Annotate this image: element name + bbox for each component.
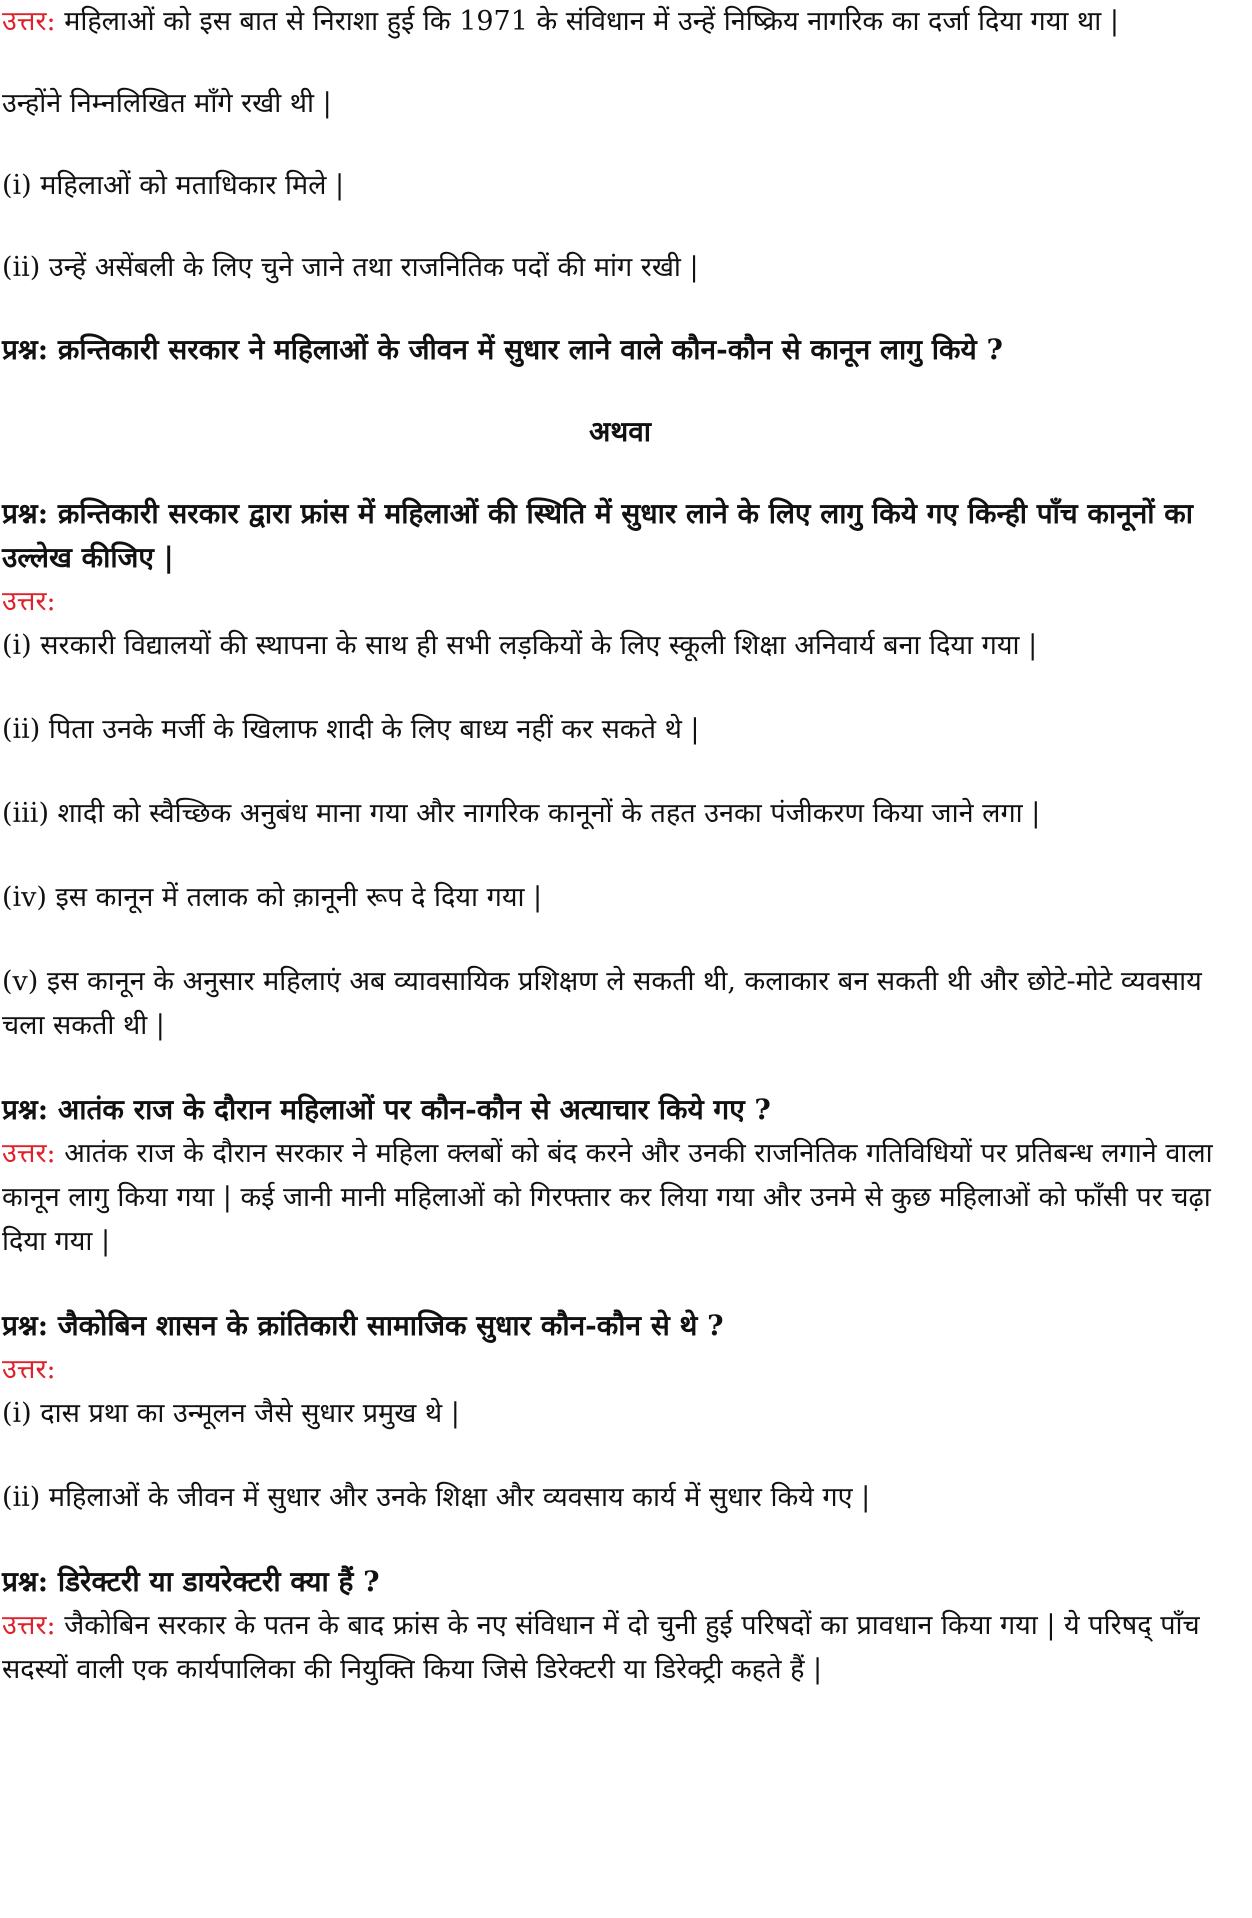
answer-label: उत्तर: [2, 1354, 56, 1385]
demand-item-2: (ii) उन्हें असेंबली के लिए चुने जाने तथा राजनितिक पदों की मांग रखी | [2, 252, 699, 283]
demands-intro: उन्होंने निम्नलिखित माँगे रखी थी | [2, 88, 332, 119]
answer-label: उत्तर: [2, 1610, 56, 1641]
answer-3-item-3: (iii) शादी को स्वैच्छिक अनुबंध माना गया और नागरिक कानूनों के तहत उनका पंजीकरण किया जाने लगा | [2, 798, 1041, 829]
answer-5-label-line [2, 1348, 1238, 1392]
answer-4 [2, 1132, 1238, 1264]
answer-label: उत्तर: [2, 6, 56, 37]
question-3-text: क्रन्तिकारी सरकार द्वारा फ्रांस में महिलाओं की स्थिति में सुधार लाने के लिए लागु किये गए किन्ही पाँच कानूनों का उल्लेख कीजिए | [2, 497, 1194, 574]
question-4-text: आतंक राज के दौरान महिलाओं पर कौन-कौन से अत्याचार किये गए ? [57, 1093, 771, 1126]
answer-5-item-2: (ii) महिलाओं के जीवन में सुधार और उनके शिक्षा और व्यवसाय कार्य में सुधार किये गए | [2, 1482, 871, 1513]
question-2-text: क्रन्तिकारी सरकार ने महिलाओं के जीवन में सुधार लाने वाले कौन-कौन से कानून लागु किये ? [57, 333, 1003, 366]
or-divider: अथवा [588, 415, 652, 448]
answer-3-item-1: (i) सरकारी विद्यालयों की स्थापना के साथ ही सभी लड़कियों के लिए स्कूली शिक्षा अनिवार्य बना दिया गया | [2, 630, 1038, 661]
question-label: प्रश्न: [2, 1093, 49, 1126]
demand-item-1: (i) महिलाओं को मताधिकार मिले | [2, 170, 345, 201]
answer-3-item-2: (ii) पिता उनके मर्जी के खिलाफ शादी के लिए बाध्य नहीं कर सकते थे | [2, 714, 700, 745]
answer-3-label-line [2, 580, 1238, 624]
question-label: प्रश्न: [2, 333, 49, 366]
question-label: प्रश्न: [2, 497, 49, 530]
answer-4-text: आतंक राज के दौरान सरकार ने महिला क्लबों को बंद करने और उनकी राजनितिक गतिविधियों पर प्रतिबन्ध लगाने वाला कानून लागु किया गया | कई जानी मानी महिलाओं को गिरफ्तार कर लिया गया और उनमे से कुछ महिलाओं को फाँसी पर चढ़ा दिया गया | [2, 1138, 1213, 1257]
question-3 [2, 492, 1252, 580]
answer-6-text: जैकोबिन सरकार के पतन के बाद फ्रांस के नए संविधान में दो चुनी हुई परिषदों का प्रावधान किया गया | ये परिषद् पाँच सदस्यों वाली एक कार्यपालिका की नियुक्ति किया जिसे डिरेक्टरी या डिरेक्ट्री कहते हैं | [2, 1610, 1200, 1685]
question-6 [2, 1560, 1252, 1604]
answer-1 [2, 0, 1238, 44]
answer-6 [2, 1604, 1238, 1692]
answer-label: उत्तर: [2, 586, 56, 617]
answer-1-text: महिलाओं को इस बात से निराशा हुई कि 1971 के संविधान में उन्हें निष्क्रिय नागरिक का दर्जा दिया गया था | [64, 6, 1119, 37]
question-5 [2, 1304, 1252, 1348]
question-2 [2, 328, 1252, 372]
answer-5-item-1: (i) दास प्रथा का उन्मूलन जैसे सुधार प्रमुख थे | [2, 1398, 460, 1429]
question-5-text: जैकोबिन शासन के क्रांतिकारी सामाजिक सुधार कौन-कौन से थे ? [57, 1309, 724, 1342]
answer-3-item-5: (v) इस कानून के अनुसार महिलाएं अब व्यावसायिक प्रशिक्षण ले सकती थी, कलाकार बन सकती थी और छोटे-मोटे व्यवसाय चला सकती थी | [2, 966, 1202, 1041]
answer-label: उत्तर: [2, 1138, 56, 1169]
question-4 [2, 1088, 1252, 1132]
question-label: प्रश्न: [2, 1309, 49, 1342]
question-label: प्रश्न: [2, 1565, 49, 1598]
question-6-text: डिरेक्टरी या डायरेक्टरी क्या हैं ? [57, 1565, 380, 1598]
answer-3-item-4: (iv) इस कानून में तलाक को क़ानूनी रूप दे दिया गया | [2, 882, 543, 913]
